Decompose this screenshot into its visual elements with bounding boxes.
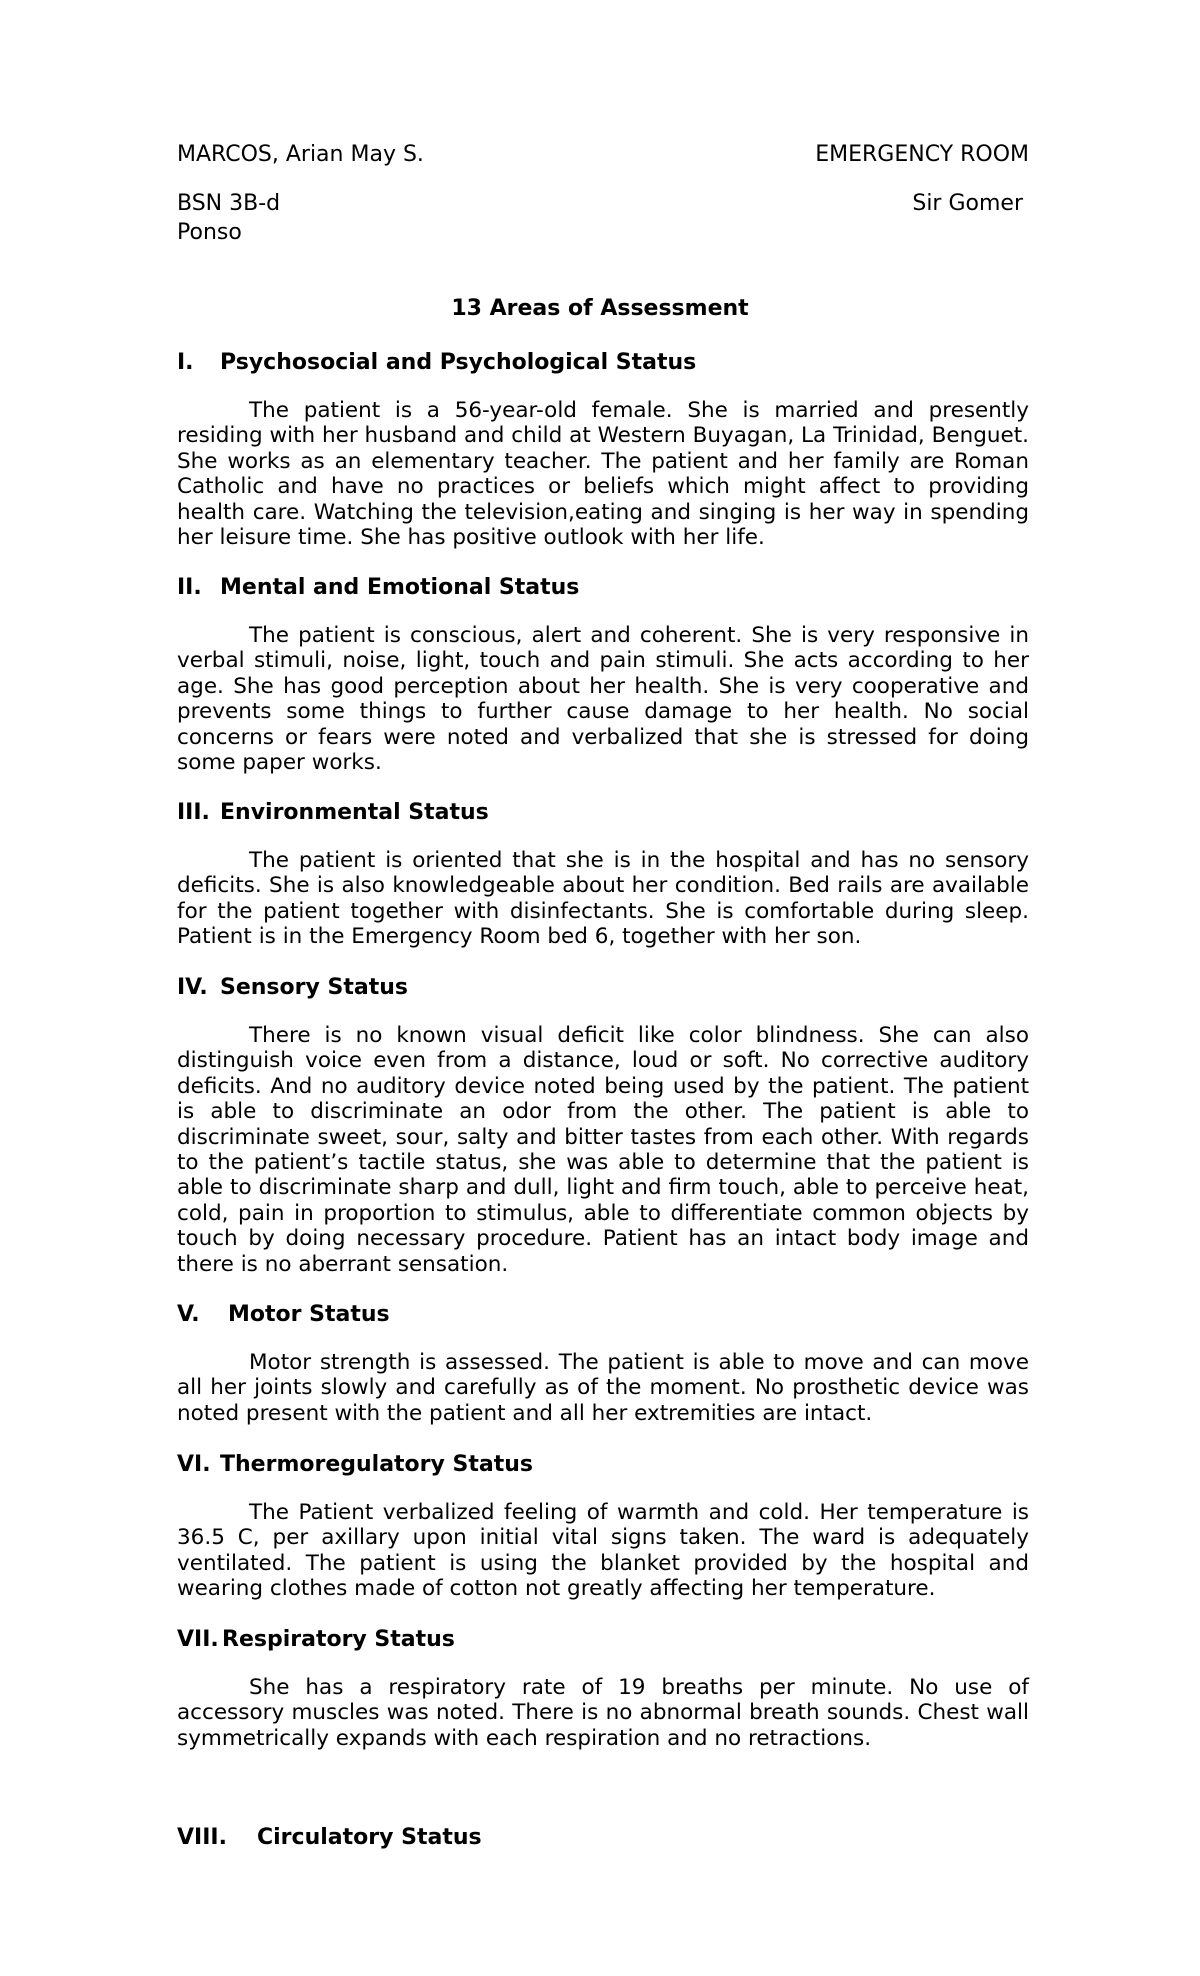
section-numeral: VII.: [177, 1627, 219, 1652]
section-numeral: III.: [177, 800, 210, 825]
section-motor: [177, 1302, 1029, 1426]
section-body: The patient is conscious, alert and coherent. She is very responsive in verbal stimuli, noise, light, touch and pain stimuli. She acts according to her age. She has good perception about her health. She is very cooperative and prevents some things to further cause damage to her health. No social concerns or fears were noted and verbalized that she is stressed for doing some paper works.: [177, 623, 1029, 776]
student-name: MARCOS, Arian May S.: [177, 142, 424, 167]
section-circulatory: [177, 1825, 1029, 1851]
department-name: EMERGENCY ROOM: [815, 142, 1029, 167]
section-heading: [177, 575, 1029, 601]
section-title: Mental and Emotional Status: [220, 575, 580, 600]
section-title: Sensory Status: [220, 975, 408, 1000]
section-body: The patient is oriented that she is in the hospital and has no sensory deficits. She is also knowledgeable about her condition. Bed rails are available for the patient together with disinfectants. She is comfortable during sleep. Patient is in the Emergency Room bed 6, together with her son.: [177, 848, 1029, 950]
instructor-first-name: Sir Gomer: [912, 191, 1023, 216]
section-sensory: [177, 975, 1029, 1277]
section-body: There is no known visual deficit like color blindness. She can also distinguish voice even from a distance, loud or soft. No corrective auditory deficits. And no auditory device noted being used by the patient. The patient is able to discriminate an odor from the other. The patient is able to discriminate sweet, sour, salty and bitter tastes from each other. With regards to the patient’s tactile status, she was able to determine that the patient is able to discriminate sharp and dull, light and firm touch, able to perceive heat, cold, pain in proportion to stimulus, able to differentiate common objects by touch by doing necessary procedure. Patient has an intact body image and there is no aberrant sensation.: [177, 1023, 1029, 1277]
section-body: The patient is a 56-year-old female. She is married and presently residing with her husband and child at Western Buyagan, La Trinidad, Benguet. She works as an elementary teacher. The patient and her family are Roman Catholic and have no practices or beliefs which might affect to providing health care. Watching the television,eating and singing is her way in spending her leisure time. She has positive outlook with her life.: [177, 398, 1029, 551]
section-title: Circulatory Status: [257, 1825, 482, 1850]
instructor-last-name: Ponso: [177, 220, 242, 245]
section-respiratory: [177, 1627, 1029, 1751]
section-title: Motor Status: [228, 1302, 390, 1327]
section-numeral: VI.: [177, 1452, 211, 1477]
section-title: Thermoregulatory Status: [220, 1452, 534, 1477]
section-body: The Patient verbalized feeling of warmth and cold. Her temperature is 36.5 C, per axillary upon initial vital signs taken. The ward is adequately ventilated. The patient is using the blanket provided by the hospital and wearing clothes made of cotton not greatly affecting her temperature.: [177, 1500, 1029, 1602]
section-heading: [177, 350, 1029, 376]
section-title: Respiratory Status: [222, 1627, 455, 1652]
section-numeral: V.: [177, 1302, 200, 1327]
course-section: BSN 3B-d: [177, 191, 281, 216]
section-numeral: IV.: [177, 975, 208, 1000]
section-numeral: II.: [177, 575, 202, 600]
section-environmental: [177, 800, 1029, 950]
section-mental-emotional: [177, 575, 1029, 775]
section-psychosocial: [177, 350, 1029, 550]
section-heading: [177, 1825, 1029, 1851]
section-heading: [177, 1452, 1029, 1478]
section-heading: [177, 800, 1029, 826]
section-numeral: VIII.: [177, 1825, 227, 1850]
section-thermoregulatory: [177, 1452, 1029, 1602]
section-heading: [177, 1627, 1029, 1653]
section-numeral: I.: [177, 350, 194, 375]
section-body: She has a respiratory rate of 19 breaths per minute. No use of accessory muscles was noted. There is no abnormal breath sounds. Chest wall symmetrically expands with each respiration and no retractions.: [177, 1675, 1029, 1751]
section-body: Motor strength is assessed. The patient is able to move and can move all her joints slowly and carefully as of the moment. No prosthetic device was noted present with the patient and all her extremities are intact.: [177, 1350, 1029, 1426]
document-title: 13 Areas of Assessment: [451, 296, 749, 321]
section-heading: [177, 975, 1029, 1001]
section-title: Environmental Status: [220, 800, 489, 825]
section-heading: [177, 1302, 1029, 1328]
section-title: Psychosocial and Psychological Status: [220, 350, 697, 375]
